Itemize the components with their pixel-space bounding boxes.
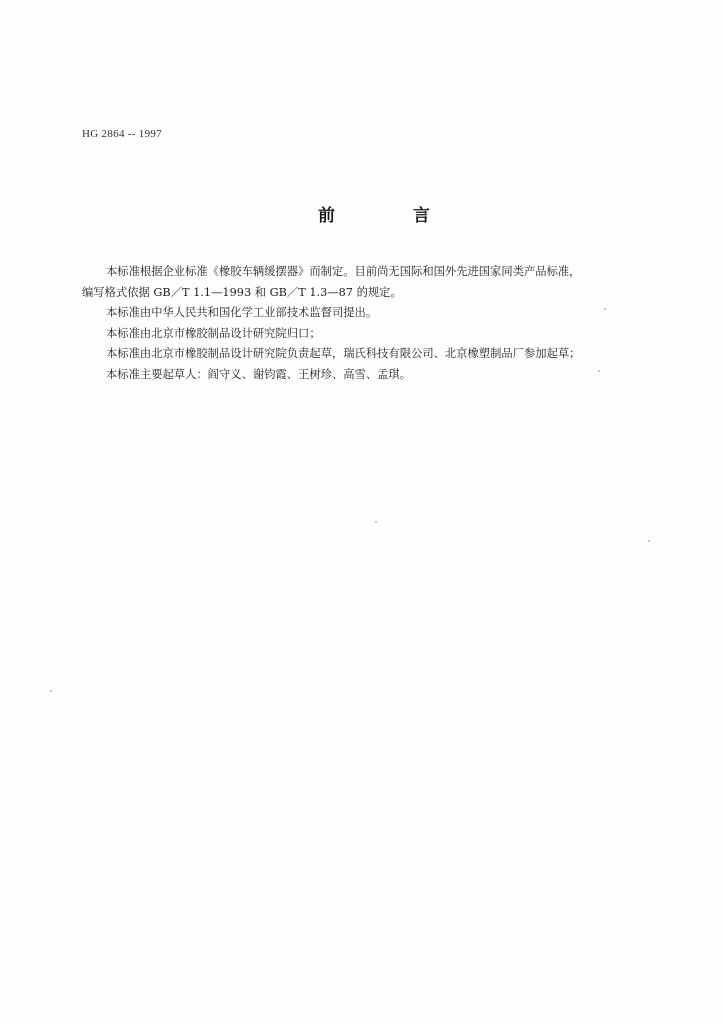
foreword-body (82, 262, 662, 385)
paragraph-2: 本标准由中华人民共和国化学工业部技术监督司提出。 (106, 306, 378, 319)
document-code: HG 2864 -- 1997 (82, 128, 162, 140)
scan-speck (604, 308, 606, 310)
paragraph-4: 本标准由北京市橡胶制品设计研究院负责起草，瑞氏科技有限公司、北京橡塑制品厂参加起草； (106, 347, 581, 360)
scan-speck (598, 370, 600, 372)
paragraph-1-line-1: 本标准根据企业标准《橡胶车辆缓摆器》而制定。目前尚无国际和国外先进国家同类产品标准， (106, 265, 581, 278)
scan-speck (375, 521, 377, 523)
paragraph-3: 本标准由北京市橡胶制品设计研究院归口； (106, 326, 321, 340)
paragraph-1-line-2: 编写格式依据 GB／T 1.1—1993 和 GB／T 1.3—87 的规定。 (82, 285, 402, 299)
scan-speck (648, 540, 650, 542)
scan-speck (50, 690, 52, 692)
paragraph-5: 本标准主要起草人：阎守义、谢钧霞、王树珍、高雪、孟琪。 (106, 367, 412, 381)
page-title: 前 言 (318, 206, 466, 226)
